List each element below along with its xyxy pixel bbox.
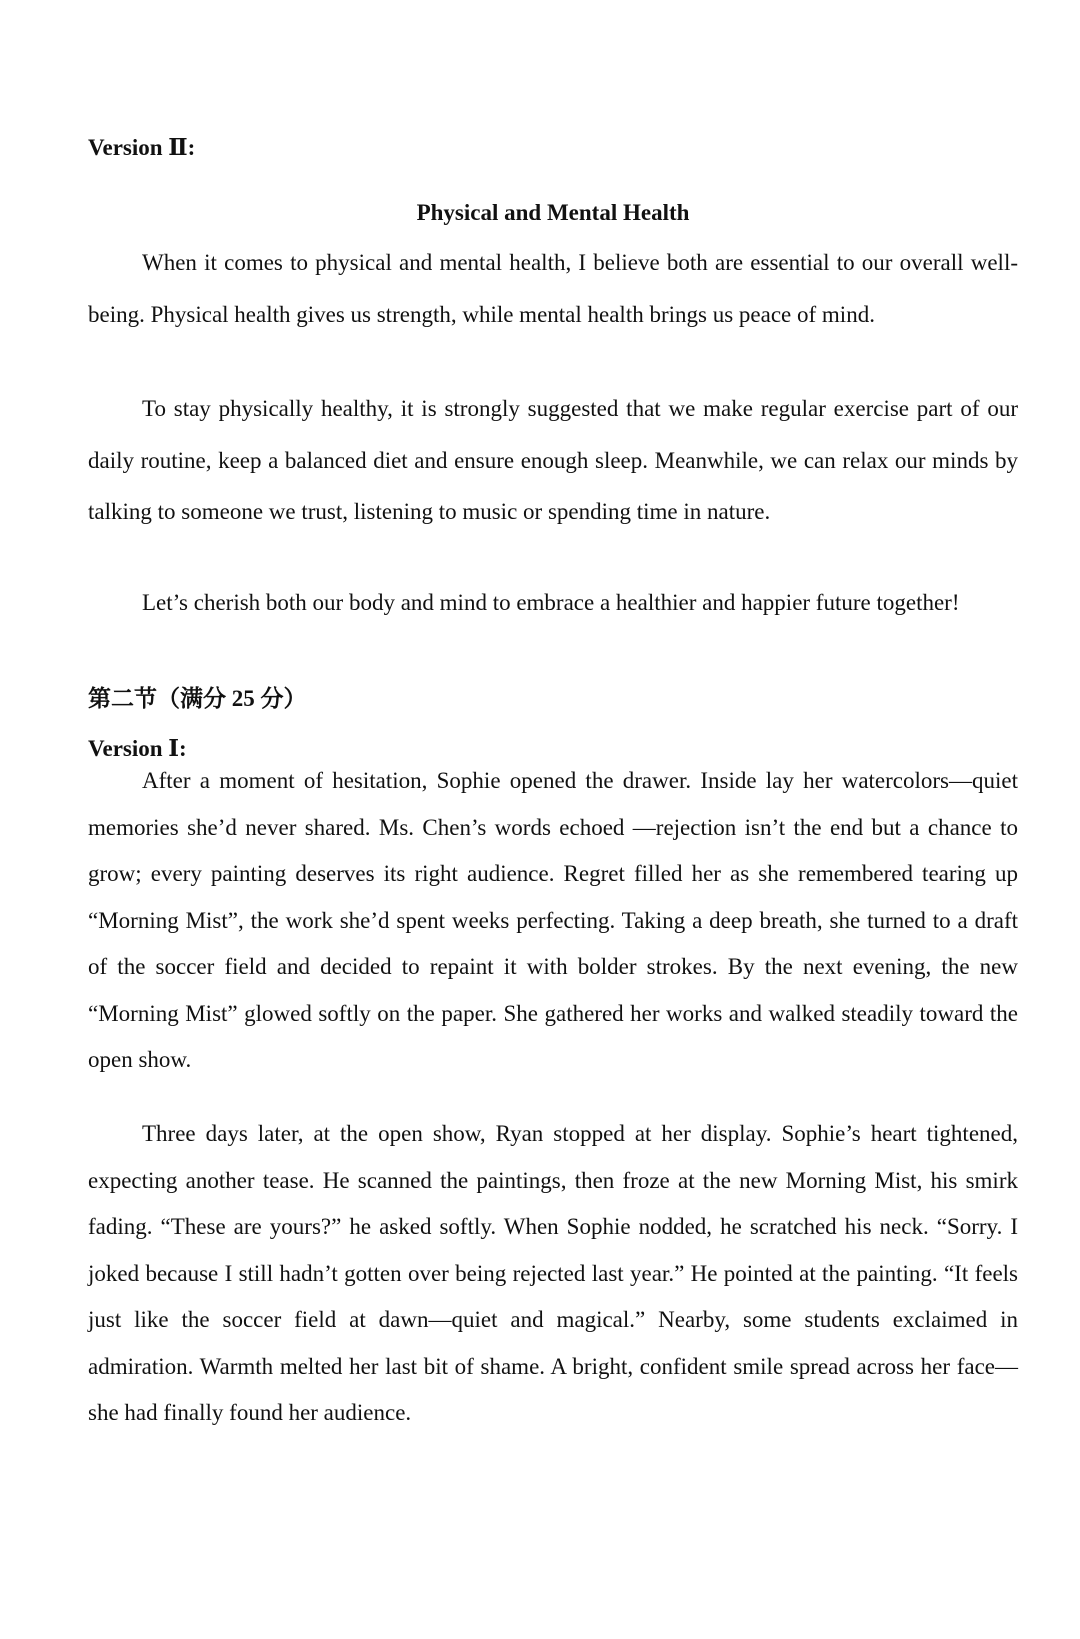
essay-title: Physical and Mental Health <box>416 200 690 225</box>
story-paragraph-1: After a moment of hesitation, Sophie opened the drawer. Inside lay her watercolors—quiet memories she’d never shared. Ms. Chen’s words echoed —rejection isn’t the end but a chance to grow; every painting deserves its right audience. Regret filled her as she remembered tearing up “Morning Mist”, the work she’d spent weeks perfecting. Taking a deep breath, she turned to a draft of the soccer field and decided to repaint it with bolder strokes. By the next evening, the new “Morning Mist” glowed softly on the paper. She gathered her works and walked steadily toward the open show. <box>88 768 1018 1072</box>
version-two-label: Version Ⅱ: <box>88 135 196 160</box>
essay-paragraph-2: To stay physically healthy, it is strongly suggested that we make regular exercise part of our daily routine, keep a balanced diet and ensure enough sleep. Meanwhile, we can relax our minds by talking to someone we trust, listening to music or spending time in nature. <box>88 396 1018 524</box>
version-one-label: Version Ⅰ: <box>88 736 187 761</box>
essay-paragraph-3: Let’s cherish both our body and mind to embrace a healthier and happier future together! <box>142 590 960 615</box>
story-paragraph-2: Three days later, at the open show, Ryan stopped at her display. Sophie’s heart tightened, expecting another tease. He scanned the paintings, then froze at the new Morning Mist, his smirk fading. “These are yours?” he asked softly. When Sophie nodded, he scratched his neck. “Sorry. I joked because I still hadn’t gotten over being rejected last year.” He pointed at the painting. “It feels just like the soccer field at dawn—quiet and magical.” Nearby, some students exclaimed in admiration. Warmth melted her last bit of shame. A bright, confident smile spread across her face—she had finally found her audience. <box>88 1121 1018 1425</box>
section-heading: 第二节（满分 25 分） <box>88 686 307 711</box>
essay-paragraph-1: When it comes to physical and mental health, I believe both are essential to our overall well-being. Physical health gives us strength, while mental health brings us peace of mind. <box>88 250 1018 327</box>
